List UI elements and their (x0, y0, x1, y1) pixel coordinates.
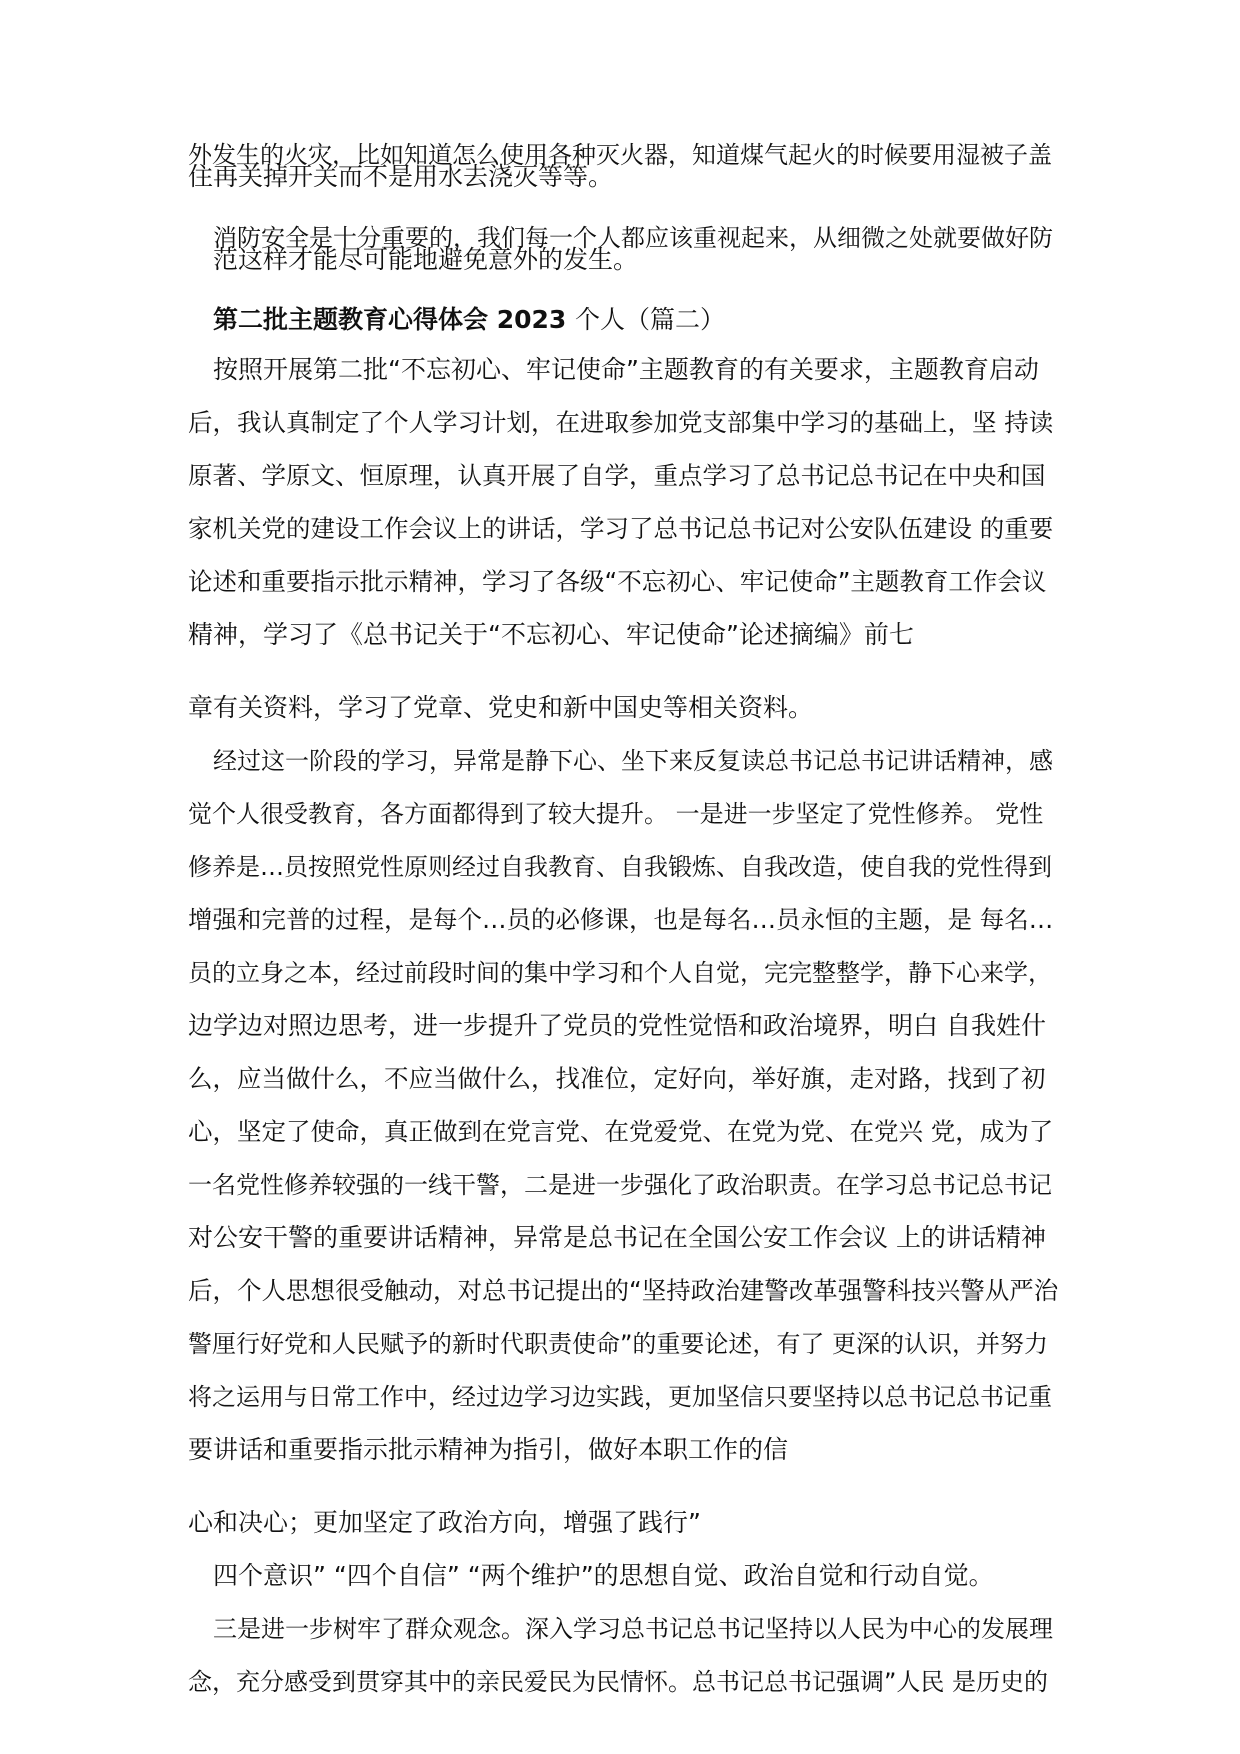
text-line: 心和决心；更加坚定了政治方向，增强了践行” (188, 1508, 701, 1537)
text-line: 家机关党的建设工作会议上的讲话，学习了总书记总书记对公安队伍建设 的重要 (188, 514, 1054, 543)
text-line: 要讲话和重要指示批示精神为指引，做好本职工作的信 (188, 1435, 789, 1464)
text-line: 三是进一步树牢了群众观念。深入学习总书记总书记坚持以人民为中心的发展理 (213, 1615, 1053, 1643)
text-line: 消防安全是十分重要的，我们每一个人都应该重视起来，从细微之处就要做好防 (213, 224, 1053, 252)
text-line: 将之运用与日常工作中，经过边学习边实践，更加坚信只要坚持以总书记总书记重 (188, 1383, 1052, 1411)
text-line: 论述和重要指示批示精神，学习了各级“不忘初心、牢记使命”主题教育工作会议 (188, 567, 1047, 596)
text-line: 住再关掉开关而不是用水去浇灭等等。 (188, 162, 614, 191)
text-line: 对公安干警的重要讲话精神，异常是总书记在全国公安工作会议 上的讲话精神 (188, 1223, 1046, 1252)
text-line: 增强和完普的过程，是每个…员的必修课，也是每名…员永恒的主题，是 每名… (188, 905, 1054, 934)
text-line: 后，我认真制定了个人学习计划，在进取参加党支部集中学习的基础上，坚 持读 (188, 408, 1054, 437)
text-line: 念，充分感受到贯穿其中的亲民爱民为民情怀。总书记总书记强调”人民 是历史的 (188, 1668, 1049, 1696)
text-line: 外发生的火灾，比如知道怎么使用各种灭火器，知道煤气起火的时候要用湿被子盖 (188, 141, 1052, 169)
text-line: 么，应当做什么，不应当做什么，找准位，定好向，举好旗，走对路，找到了初 (188, 1064, 1046, 1093)
text-line: 章有关资料，学习了党章、党史和新中国史等相关资料。 (188, 693, 814, 722)
text-line: 后，个人思想很受触动，对总书记提出的“坚持政治建警改革强警科技兴警从严治 (188, 1276, 1059, 1305)
text-line: 原著、学原文、恒原理，认真开展了自学，重点学习了总书记总书记在中央和国 (188, 461, 1046, 490)
text-line: 四个意识” “四个自信” “两个维护”的思想自觉、政治自觉和行动自觉。 (213, 1561, 994, 1590)
text-line: 经过这一阶段的学习，异常是静下心、坐下来反复读总书记总书记讲话精神，感 (213, 747, 1053, 775)
text-line: 心，坚定了使命，真正做到在党言党、在党爱党、在党为党、在党兴 党，成为了 (188, 1117, 1054, 1146)
text-line: 一名党性修养较强的一线干警，二是进一步强化了政治职责。在学习总书记总书记 (188, 1171, 1052, 1199)
text-line: 精神，学习了《总书记关于“不忘初心、牢记使命”论述摘编》前七 (188, 620, 914, 649)
text-line: 边学边对照边思考，进一步提升了党员的党性觉悟和政治境界，明白 自我姓什 (188, 1011, 1046, 1040)
section-heading (213, 305, 725, 335)
text-line: 范这样才能尽可能地避免意外的发生。 (213, 245, 639, 274)
section-heading-suffix: 个人（篇二） (575, 305, 726, 334)
text-line: 修养是…员按照党性原则经过自我教育、自我锻炼、自我改造，使自我的党性得到 (188, 853, 1052, 881)
section-heading-bold: 第二批主题教育心得体会 2023 (213, 305, 575, 334)
text-line: 按照开展第二批“不忘初心、牢记使命”主题教育的有关要求，主题教育启动 (213, 355, 1039, 384)
text-line: 员的立身之本，经过前段时间的集中学习和个人自觉，完完整整学，静下心来学， (188, 959, 1052, 987)
text-line: 警厘行好党和人民赋予的新时代职责使命”的重要论述，有了 更深的认识，并努力 (188, 1330, 1049, 1358)
text-line: 觉个人很受教育，各方面都得到了较大提升。 一是进一步坚定了党性修养。 党性 (188, 800, 1044, 828)
